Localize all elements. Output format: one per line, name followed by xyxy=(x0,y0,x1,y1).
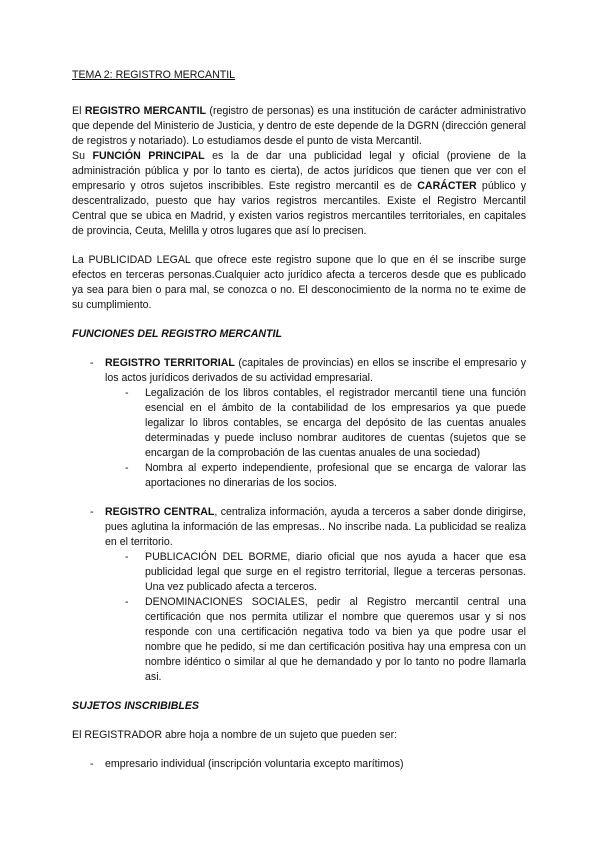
territorial-bold: REGISTRO TERRITORIAL xyxy=(105,357,235,369)
document-title: TEMA 2: REGISTRO MERCANTIL xyxy=(72,69,236,81)
paragraph-funcion-principal xyxy=(72,149,526,239)
document-page xyxy=(72,68,526,772)
p1-bold: REGISTRO MERCANTIL xyxy=(84,105,206,117)
list-item-registro-territorial xyxy=(72,356,526,491)
final-item-text: empresario individual (inscripción voluntaria excepto marítimos) xyxy=(105,758,404,770)
list-funciones xyxy=(72,356,526,491)
list-item-registro-central xyxy=(72,505,526,685)
sub-item-experto xyxy=(105,461,526,491)
dash-bullet: - xyxy=(125,596,129,608)
paragraph-registro-mercantil xyxy=(72,104,526,149)
p2-bold-funcion: FUNCIÓN PRINCIPAL xyxy=(92,150,205,162)
p2-bold-caracter: CARÁCTER xyxy=(417,180,477,192)
dash-bullet: - xyxy=(125,551,129,563)
central-bold: REGISTRO CENTRAL xyxy=(105,506,215,518)
dash-bullet: - xyxy=(90,506,94,518)
sub-item-text: Nombra al experto independiente, profesional que se encarga de valorar las aportaciones no dinerarias de los socios. xyxy=(145,462,526,489)
dash-bullet: - xyxy=(125,387,129,399)
p1-post: (registro de personas) es una institución de carácter administrativo que depende del Ministerio de Justicia, y dentro de este depende de la DGRN (dirección general de registros y notariado). Lo estudiamos desde el punto de vista Mercantil. xyxy=(72,105,526,147)
dash-bullet: - xyxy=(90,357,94,369)
sub-item-text: Legalización de los libros contables, el registrador mercantil tiene una función esencial en el ámbito de la contabilidad de los empresarios ya que puede legalizar lo libros contables, se encarga del depósito de las cuentas anuales determinadas y puede incluso nombrar auditores de cuentas (sujetos que se encargan de la comprobación de las cuentas anuales de una sociedad) xyxy=(145,387,526,459)
sub-item-text: PUBLICACIÓN DEL BORME, diario oficial que nos ayuda a hacer que esa publicidad legal que surge en el registro territorial, llegue a terceras personas. Una vez publicado afecta a terceros. xyxy=(145,551,526,593)
sublist-central xyxy=(105,550,526,685)
list-item-empresario-individual xyxy=(72,757,526,772)
central-text: , centraliza información, ayuda a terceros a saber donde dirigirse, pues aglutina la información de las empresas.. No inscribe nada. La publicidad se realiza en el territorio. xyxy=(105,506,526,548)
sub-item-text: DENOMINACIONES SOCIALES, pedir al Registro mercantil central una certificación que nos permita utilizar el nombre que queremos usar y si nos responde con una certificación negativa todo va bien ya que podre usar el nombre que he pedido, si me dan certificación positiva hay una empresa con un nombre idéntico o similar al que he demandado y por lo tanto no podre llamarla asi. xyxy=(145,596,526,683)
sub-item-legalizacion xyxy=(105,386,526,461)
list-sujetos xyxy=(72,757,526,772)
dash-bullet: - xyxy=(125,462,129,474)
p1-pre: El xyxy=(72,105,85,117)
heading-funciones: FUNCIONES DEL REGISTRO MERCANTIL xyxy=(72,328,282,340)
heading-sujetos: SUJETOS INSCRIBIBLES xyxy=(72,700,199,712)
territorial-text: (capitales de provincias) en ellos se inscribe el empresario y los actos jurídicos derivados de su actividad empresarial. xyxy=(105,357,526,384)
dash-bullet: - xyxy=(90,758,94,770)
list-central xyxy=(72,505,526,685)
sub-item-borme xyxy=(105,550,526,595)
p2-post: público y descentralizado, puesto que hay varios registros mercantiles. Existe el Registro Mercantil Central que se ubica en Madrid, y existen varios registros mercantiles territoriales, en capitales de provincia, Ceuta, Melilla y otros lugares que así lo precisen. xyxy=(72,180,526,237)
paragraph-registrador: El REGISTRADOR abre hoja a nombre de un sujeto que pueden ser: xyxy=(72,729,398,741)
p2-mid: es la de dar una publicidad legal y oficial (proviene de la administración pública y por lo tanto es cierta), de actos jurídicos que tienen que ver con el empresario y otros sujetos inscribibles. Este registro mercantil es de xyxy=(72,150,526,192)
sub-item-denominaciones xyxy=(105,595,526,685)
paragraph-publicidad-legal: La PUBLICIDAD LEGAL que ofrece este registro supone que lo que en él se inscribe surge efectos en terceras personas.Cualquier acto jurídico afecta a terceros desde que es publicado ya sea para bien o para mal, se conozca o no. El desconocimiento de la norma no te exime de su cumplimiento. xyxy=(72,254,526,311)
p2-pre: Su xyxy=(72,150,93,162)
sublist-territorial xyxy=(105,386,526,491)
